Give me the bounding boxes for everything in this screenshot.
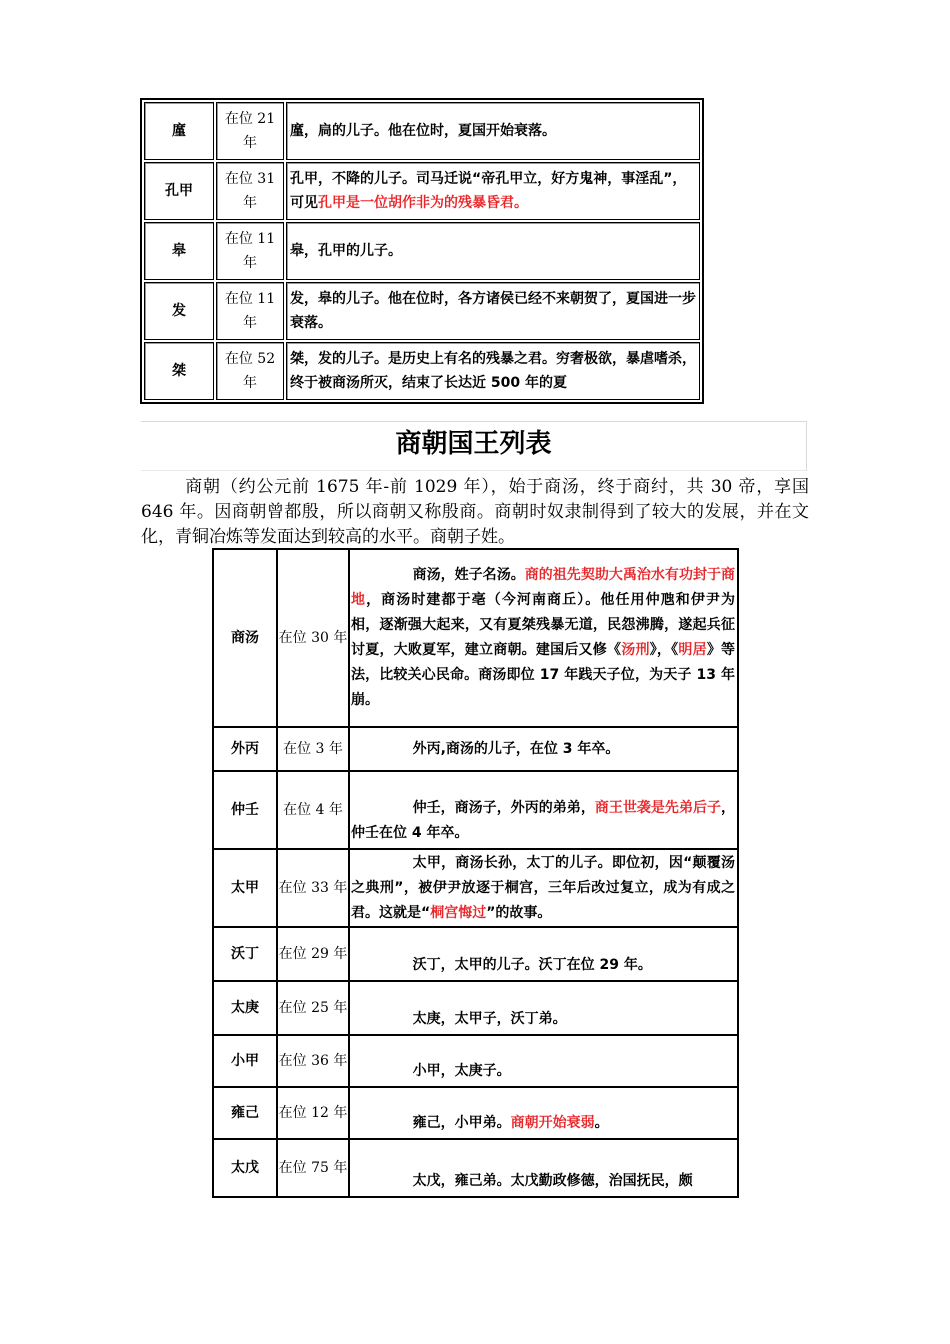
reign-years: 在位 29 年 — [277, 927, 349, 981]
king-name: 小甲 — [213, 1035, 277, 1087]
highlight-text: 桐宫悔过 — [430, 904, 487, 921]
shang-heading: 商朝国王列表 — [141, 421, 807, 471]
king-name: 外丙 — [213, 727, 277, 771]
king-name: 廑 — [144, 102, 214, 160]
shang-intro-paragraph: 商朝（约公元前 1675 年-前 1029 年），始于商汤，终于商纣，共 30 帝，享国 646 年。因商朝曾都殷，所以商朝又称殷商。商朝时奴隶制得到了较大的发展，并在文化，青铜冶炼等发面达到较高的水平。商朝子姓。 — [141, 477, 809, 547]
reign-years: 在位 75 年 — [277, 1139, 349, 1197]
highlight-text: 商王世袭是先弟后子 — [594, 800, 722, 816]
description-text: 太甲，商汤长孙，太丁的儿子。即位初，因“颠覆汤之典刑”，被伊尹放逐于桐宫，三年后改过复立，成为有成之君。这就是“ — [351, 854, 735, 921]
king-description — [286, 162, 700, 220]
xia-table-body — [144, 102, 700, 400]
description-text: ，商汤时建都于亳（今河南商丘）。他任用仲虺和伊尹为相，逐渐强大起来，又有夏桀残暴无道，民怨沸腾，遂起兵征讨夏，大败夏军，建立商朝。建国后又修《 — [351, 592, 736, 658]
reign-years: 在位 30 年 — [277, 549, 349, 727]
description-text: 》，《 — [649, 642, 679, 658]
table-row — [144, 342, 700, 400]
king-name: 桀 — [144, 342, 214, 400]
king-description — [286, 282, 700, 340]
king-name: 太甲 — [213, 849, 277, 927]
description-text: 外丙,商汤的儿子，在位 3 年卒。 — [412, 740, 620, 757]
table-row — [213, 981, 738, 1035]
king-description — [286, 222, 700, 280]
highlight-text: 明居 — [678, 642, 707, 658]
shang-kings-table — [212, 548, 739, 1198]
reign-years: 在位 25 年 — [277, 981, 349, 1035]
reign-years: 在位 11 年 — [216, 222, 284, 280]
reign-years: 在位 3 年 — [277, 727, 349, 771]
description-text: 小甲，太庚子。 — [412, 1063, 511, 1079]
king-description — [349, 981, 738, 1035]
table-row — [213, 1035, 738, 1087]
reign-years: 在位 11 年 — [216, 282, 284, 340]
description-text: 桀，发的儿子。是历史上有名的残暴之君。穷奢极欲，暴虐嗜杀，终于被商汤所灭，结束了长达近 500 年的夏 — [290, 351, 696, 391]
shang-table-body — [213, 549, 738, 1197]
reign-years: 在位 21 年 — [216, 102, 284, 160]
description-text: 。 — [594, 1115, 609, 1131]
king-name: 雍己 — [213, 1087, 277, 1139]
description-text: 廑，扃的儿子。他在位时，夏国开始衰落。 — [290, 123, 556, 139]
highlight-text: 商朝开始衰弱 — [510, 1115, 595, 1131]
king-name: 皋 — [144, 222, 214, 280]
king-description — [349, 849, 738, 927]
table-row — [144, 102, 700, 160]
reign-years: 在位 36 年 — [277, 1035, 349, 1087]
description-text: 雍己，小甲弟。 — [412, 1115, 511, 1131]
description-text: 沃丁，太甲的儿子。沃丁在位 29 年。 — [412, 957, 652, 973]
king-name: 仲壬 — [213, 771, 277, 849]
king-description — [349, 1087, 738, 1139]
king-name: 沃丁 — [213, 927, 277, 981]
description-text: ”的故事。 — [486, 904, 552, 921]
reign-years: 在位 33 年 — [277, 849, 349, 927]
reign-years: 在位 52 年 — [216, 342, 284, 400]
king-description — [349, 727, 738, 771]
table-row — [213, 1139, 738, 1197]
table-row — [213, 1087, 738, 1139]
king-name: 太戊 — [213, 1139, 277, 1197]
description-text: ，仲壬在位 4 年卒。 — [351, 800, 736, 841]
highlight-text: 商的祖先契助大禹治水有功封于商地 — [351, 567, 736, 608]
king-description — [349, 1139, 738, 1197]
king-description — [349, 549, 738, 727]
reign-years: 在位 31 年 — [216, 162, 284, 220]
description-text: 仲壬，商汤子，外丙的弟弟， — [412, 800, 595, 816]
table-row — [144, 222, 700, 280]
table-row — [144, 282, 700, 340]
table-row — [213, 927, 738, 981]
description-text: 皋，孔甲的儿子。 — [290, 243, 402, 259]
highlight-text: 汤刑 — [621, 642, 650, 658]
king-name: 太庚 — [213, 981, 277, 1035]
reign-years: 在位 12 年 — [277, 1087, 349, 1139]
reign-years: 在位 4 年 — [277, 771, 349, 849]
king-description — [349, 927, 738, 981]
description-text: 孔甲，不降的儿子。司马迁说“帝孔甲立，好方鬼神，事淫乱”，可见 — [290, 171, 687, 211]
king-description — [286, 342, 700, 400]
table-row — [144, 162, 700, 220]
king-description — [286, 102, 700, 160]
table-row — [213, 727, 738, 771]
table-row — [213, 771, 738, 849]
king-description — [349, 771, 738, 849]
description-text: 商汤，姓子名汤。 — [412, 567, 525, 583]
king-name: 孔甲 — [144, 162, 214, 220]
description-text: 发，皋的儿子。他在位时，各方诸侯已经不来朝贺了，夏国进一步衰落。 — [290, 291, 696, 331]
description-text: 太戊，雍己弟。太戊勤政修德，治国抚民，颇 — [412, 1173, 693, 1189]
king-description — [349, 1035, 738, 1087]
king-name: 商汤 — [213, 549, 277, 727]
highlight-text: 孔甲是一位胡作非为的残暴昏君。 — [318, 195, 528, 211]
table-row — [213, 849, 738, 927]
king-name: 发 — [144, 282, 214, 340]
description-text: 太庚，太甲子，沃丁弟。 — [412, 1011, 567, 1027]
xia-kings-table — [140, 98, 704, 404]
table-row — [213, 549, 738, 727]
description-text: 》等法，比较关心民命。商汤即位 17 年践天子位，为天子 13 年崩。 — [351, 642, 736, 708]
